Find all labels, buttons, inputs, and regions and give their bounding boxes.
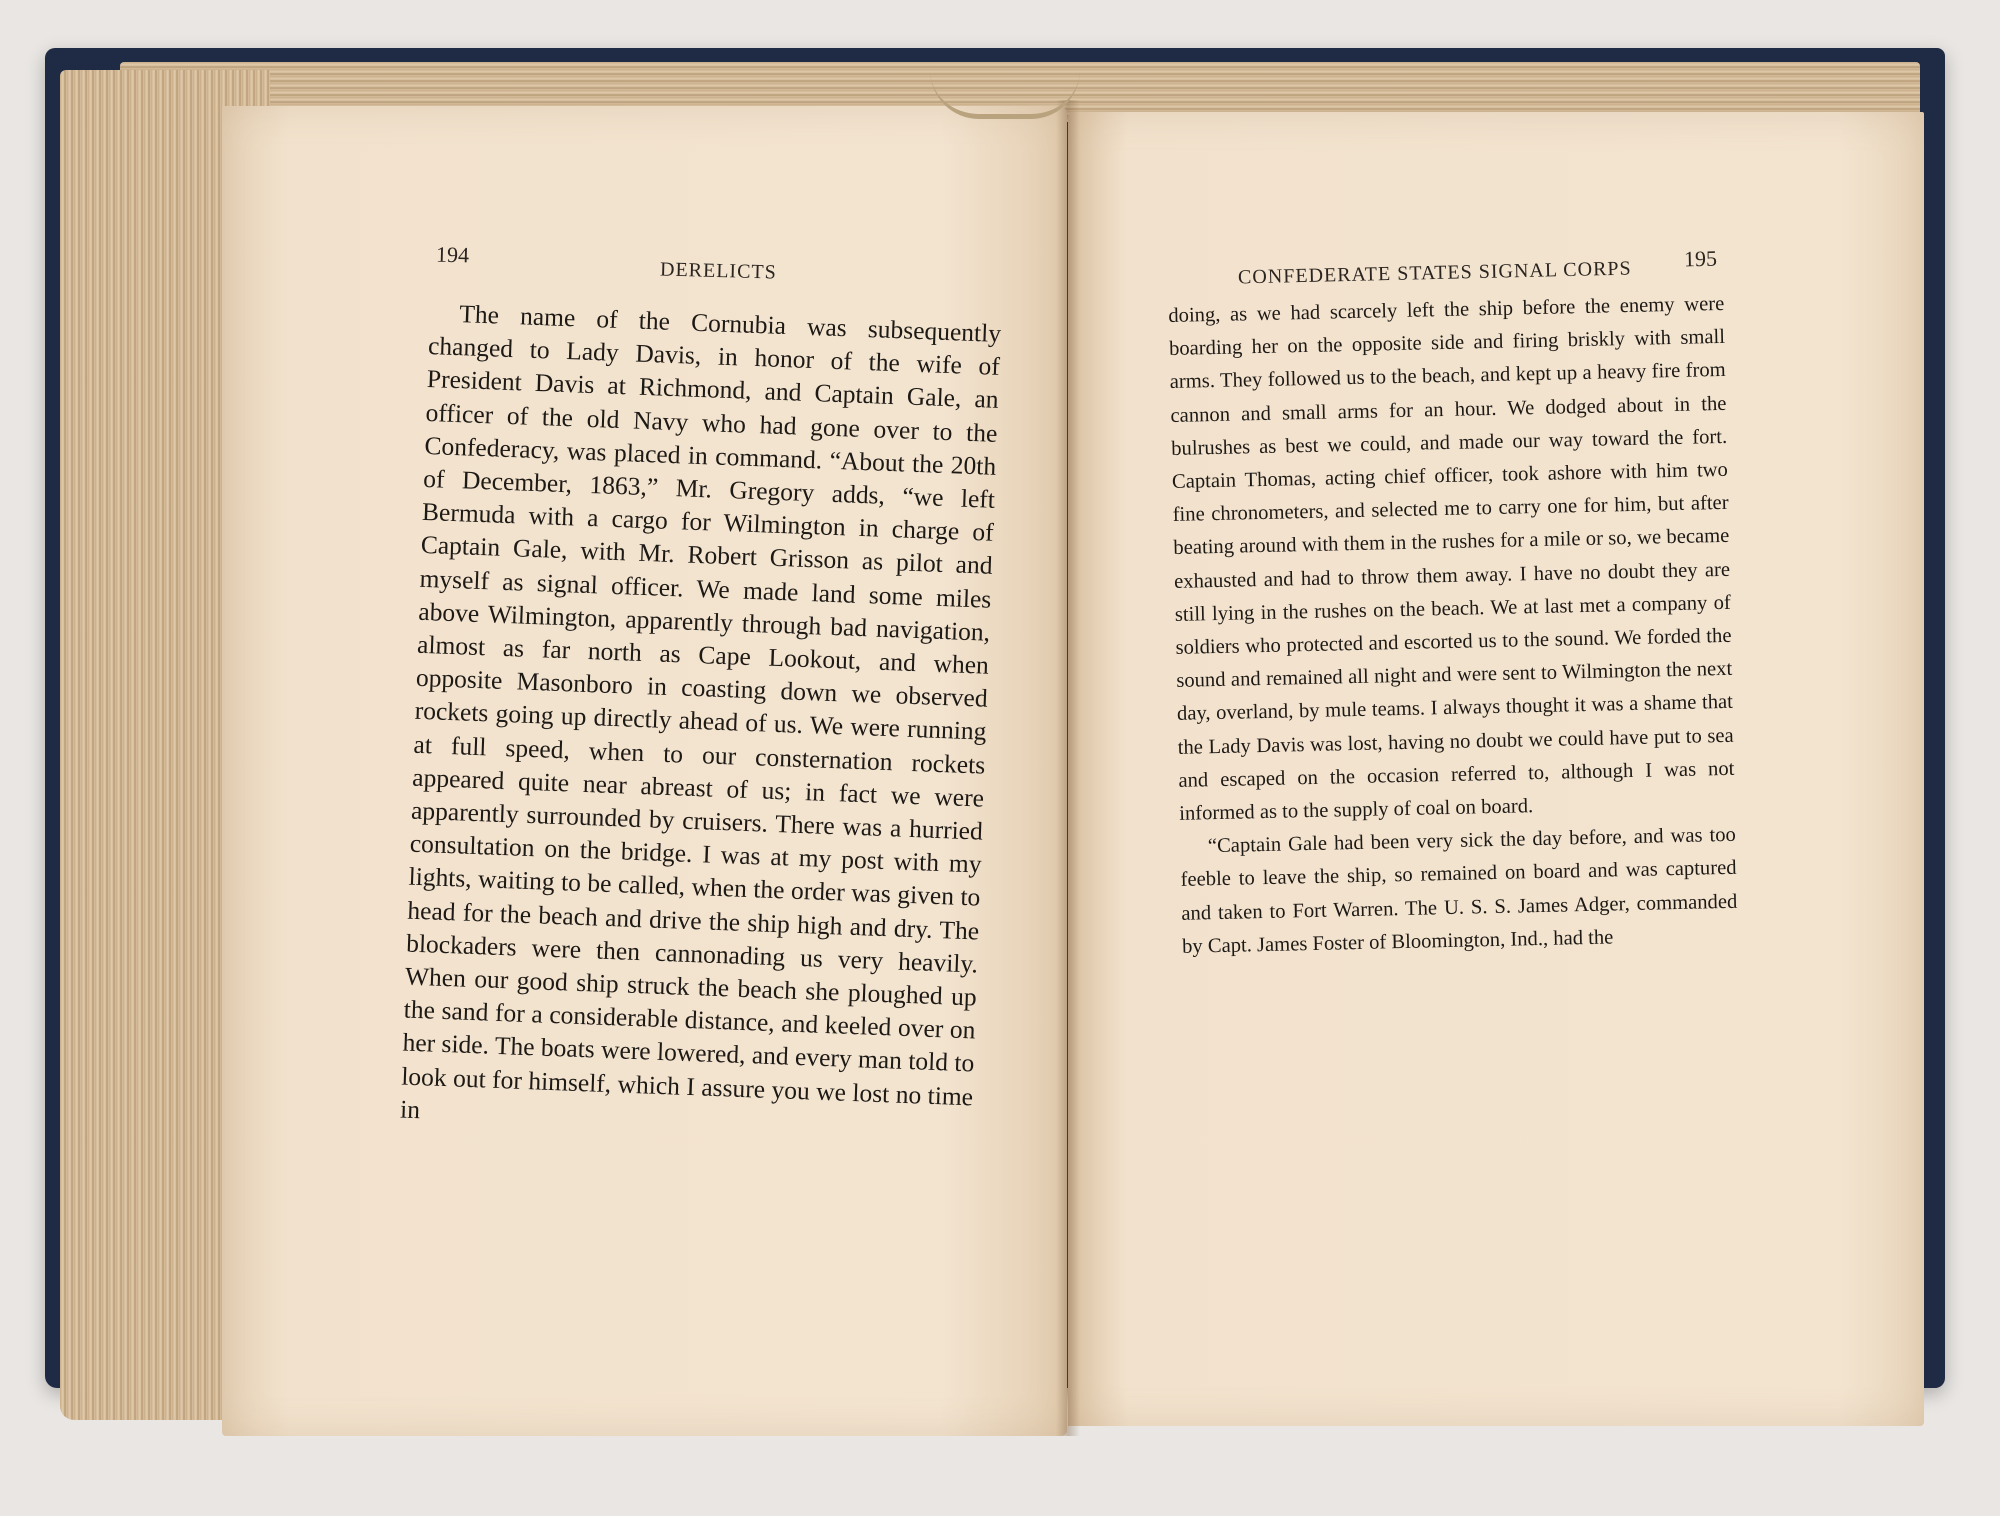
left-running-head: DERELICTS [659,258,778,284]
left-page-text [400,296,1002,1146]
right-paragraph-1: doing, as we had scarcely left the ship before the enemy were boarding her on the opposite side and firing briskly with small arms. They followed us to the beach, and kept up a heavy fire from cannon and small arms for an hour. We dodged about in the bulrushes as best we could, and made our way toward the fort. Captain Thomas, acting chief officer, took ashore with him two fine chronometers, and selected me to carry one for him, but after beating around with them in the rushes for a mile or so, we became exhausted and had to throw them away. I have no doubt they are still lying in the rushes on the beach. We at last met a company of soldiers who protected and escorted us to the sound. We forded the sound and remained all night and were sent to Wilmington the next day, overland, by mule teams. I always thought it was a shame that the Lady Davis was lost, having no doubt we could have put to sea and escaped on the occasion referred to, although I was not informed as to the supply of coal on board. [1168,292,1735,825]
right-running-head: CONFEDERATE STATES SIGNAL CORPS [1237,257,1632,289]
left-page-number: 194 [435,241,470,268]
right-paragraph-2: “Captain Gale had been very sick the day before, and was too feeble to leave the ship, so remained on board and was captured and taken to Fort Warren. The U. S. S. James Adger, commanded by Capt. James Foster of Bloomington, Ind., had the [1180,823,1738,958]
right-page-text [1168,288,1738,964]
right-page-number: 195 [1683,245,1718,272]
book-gutter [1056,100,1080,1436]
left-paragraph: The name of the Cornubia was subsequently changed to Lady Davis, in honor of the wife of President Davis at Richmond, and Captain Gale, an officer of the old Navy who had gone over to the Confederacy, was placed in command. “About the 20th of December, 1863,” Mr. Gregory adds, “we left Bermuda with a cargo for Wilmington in charge of Captain Gale, with Mr. Robert Grisson as pilot and myself as signal officer. We made land some miles above Wilmington, apparently through bad navigation, almost as far north as Cape Lookout, and when opposite Masonboro in coasting down we observed rockets going up directly ahead of us. We were running at full speed, when to our consternation rockets appeared quite near abreast of us; in fact we were apparently surrounded by cruisers. There was a hurried consultation on the bridge. I was at my post with my lights, waiting to be called, when the order was given to head for the beach and drive the ship high and dry. The blockaders were then cannonading us very heavily. When our good ship struck the beach she ploughed up the sand for a considerable distance, and keeled over on her side. The boats were lowered, and every man told to look out for himself, which I assure you we lost no time in [399,299,1002,1125]
